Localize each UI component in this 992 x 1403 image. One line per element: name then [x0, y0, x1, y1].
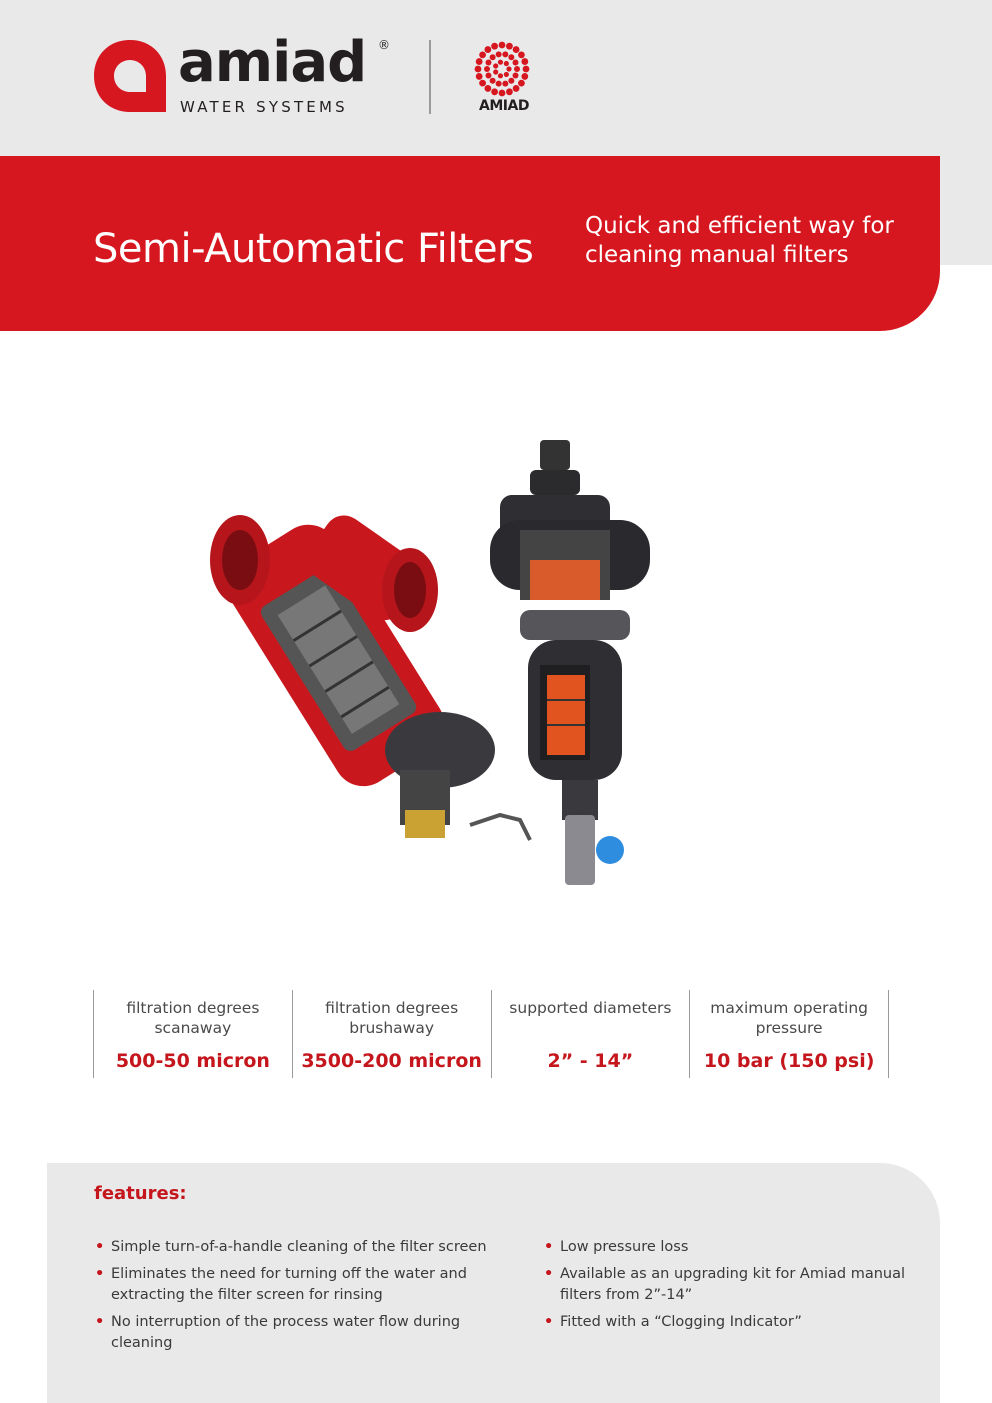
- emblem-dot: [498, 60, 503, 65]
- spec-label-line: maximum operating: [710, 999, 869, 1017]
- spec-value: 2” - 14”: [547, 1050, 634, 1072]
- spec-scanaway: [93, 990, 292, 1078]
- emblem-label: AMIAD: [479, 98, 529, 114]
- registered-mark: ®: [378, 38, 390, 52]
- emblem-dot: [521, 58, 528, 65]
- emblem-dot: [502, 81, 508, 87]
- spec-value: 3500-200 micron: [301, 1050, 482, 1072]
- bullet-icon: •: [95, 1239, 105, 1255]
- emblem-dot: [491, 43, 498, 50]
- bullet-icon: •: [544, 1266, 554, 1282]
- emblem-dot: [476, 73, 483, 80]
- spec-row: [93, 990, 889, 1078]
- emblem-dot: [506, 66, 511, 71]
- title-banner: [0, 156, 940, 331]
- spec-label: [492, 998, 690, 1018]
- spec-value: 10 bar (150 psi): [703, 1050, 875, 1072]
- logo-wordmark: amiad: [178, 30, 367, 95]
- feature-text: No interruption of the process water flow during cleaning: [111, 1314, 461, 1351]
- feature-text: Low pressure loss: [560, 1239, 689, 1255]
- emblem-dot: [493, 69, 498, 74]
- red-y-filter-icon: [210, 508, 530, 840]
- emblem-dot: [506, 43, 513, 50]
- emblem-dot: [523, 66, 530, 73]
- emblem-dot: [491, 88, 498, 95]
- feature-text: filters from 2”-14”: [560, 1287, 693, 1303]
- feature-text: Simple turn-of-a-handle cleaning of the filter screen: [111, 1239, 487, 1255]
- emblem-dot: [502, 51, 508, 57]
- spec-diameters: [491, 990, 690, 1078]
- emblem-dot: [518, 51, 525, 58]
- bullet-icon: •: [544, 1314, 554, 1330]
- emblem-dot: [508, 54, 514, 60]
- emblem-dot: [513, 59, 519, 65]
- emblem-dot: [521, 73, 528, 80]
- emblem-dot: [499, 42, 506, 49]
- features-list-right: [544, 1237, 914, 1339]
- emblem-dot: [498, 73, 503, 78]
- spec-label: [293, 998, 491, 1038]
- emblem-dot: [476, 58, 483, 65]
- emblem-dot: [485, 59, 491, 65]
- bullet-icon: •: [544, 1239, 554, 1255]
- emblem-dot: [499, 90, 506, 97]
- emblem-dot: [496, 51, 502, 57]
- features-title: features:: [94, 1183, 187, 1204]
- banner-subtitle-line: cleaning manual filters: [585, 242, 849, 268]
- emblem-dot: [513, 73, 519, 79]
- banner-subtitle: [585, 212, 894, 270]
- feature-text: Available as an upgrading kit for Amiad manual: [560, 1266, 905, 1282]
- amiad-logo-mark-icon: [92, 38, 168, 114]
- logo-divider: [429, 40, 431, 114]
- feature-text: Eliminates the need for turning off the water and: [111, 1266, 467, 1282]
- feature-item: [544, 1312, 914, 1333]
- bullet-icon: •: [95, 1266, 105, 1282]
- emblem-dot: [513, 85, 520, 92]
- spec-label-line: filtration degrees: [126, 999, 260, 1017]
- spec-value: 500-50 micron: [115, 1050, 270, 1072]
- spec-brushaway: [292, 990, 491, 1078]
- emblem-dot: [479, 51, 486, 58]
- features-panel: [47, 1163, 940, 1403]
- emblem-dot: [518, 80, 525, 87]
- feature-item: [95, 1237, 525, 1258]
- feature-item: [544, 1264, 914, 1306]
- spec-label-line: filtration degrees: [325, 999, 459, 1017]
- emblem-dot: [504, 72, 509, 77]
- emblem-dot: [484, 46, 491, 53]
- emblem-dot: [479, 80, 486, 87]
- spec-label-line: pressure: [755, 1019, 823, 1037]
- emblem-dot: [484, 85, 491, 92]
- feature-text: extracting the filter screen for rinsing: [111, 1287, 383, 1303]
- feature-item: [544, 1237, 914, 1258]
- emblem-dot: [485, 73, 491, 79]
- spec-label-line: supported diameters: [509, 999, 672, 1017]
- emblem-dot: [508, 78, 514, 84]
- spec-pressure: [689, 990, 889, 1078]
- filters-product-photo: [200, 430, 660, 900]
- emblem-dot: [514, 66, 520, 72]
- spec-label-line: scanaway: [154, 1019, 232, 1037]
- amiad-emblem: [473, 40, 531, 120]
- banner-subtitle-line: Quick and efficient way for: [585, 213, 894, 239]
- spec-label: [94, 998, 292, 1038]
- bullet-icon: •: [95, 1314, 105, 1330]
- amiad-logo: [92, 30, 412, 118]
- feature-text: Fitted with a “Clogging Indicator”: [560, 1314, 802, 1330]
- emblem-dot: [475, 66, 482, 73]
- emblem-dot: [484, 66, 490, 72]
- spec-label: [690, 998, 888, 1038]
- emblem-dot: [490, 54, 496, 60]
- feature-item: [95, 1264, 525, 1306]
- emblem-dot: [513, 46, 520, 53]
- emblem-dot: [490, 78, 496, 84]
- emblem-dot: [506, 88, 513, 95]
- emblem-dot: [493, 63, 498, 68]
- dotted-circle-emblem-icon: [473, 40, 531, 98]
- emblem-dot: [496, 81, 502, 87]
- feature-item: [95, 1312, 525, 1354]
- page-title: Semi-Automatic Filters: [93, 226, 534, 272]
- emblem-dot: [504, 61, 509, 66]
- logo-subtitle: WATER SYSTEMS: [180, 98, 348, 116]
- spec-label-line: brushaway: [349, 1019, 435, 1037]
- features-list-left: [95, 1237, 525, 1360]
